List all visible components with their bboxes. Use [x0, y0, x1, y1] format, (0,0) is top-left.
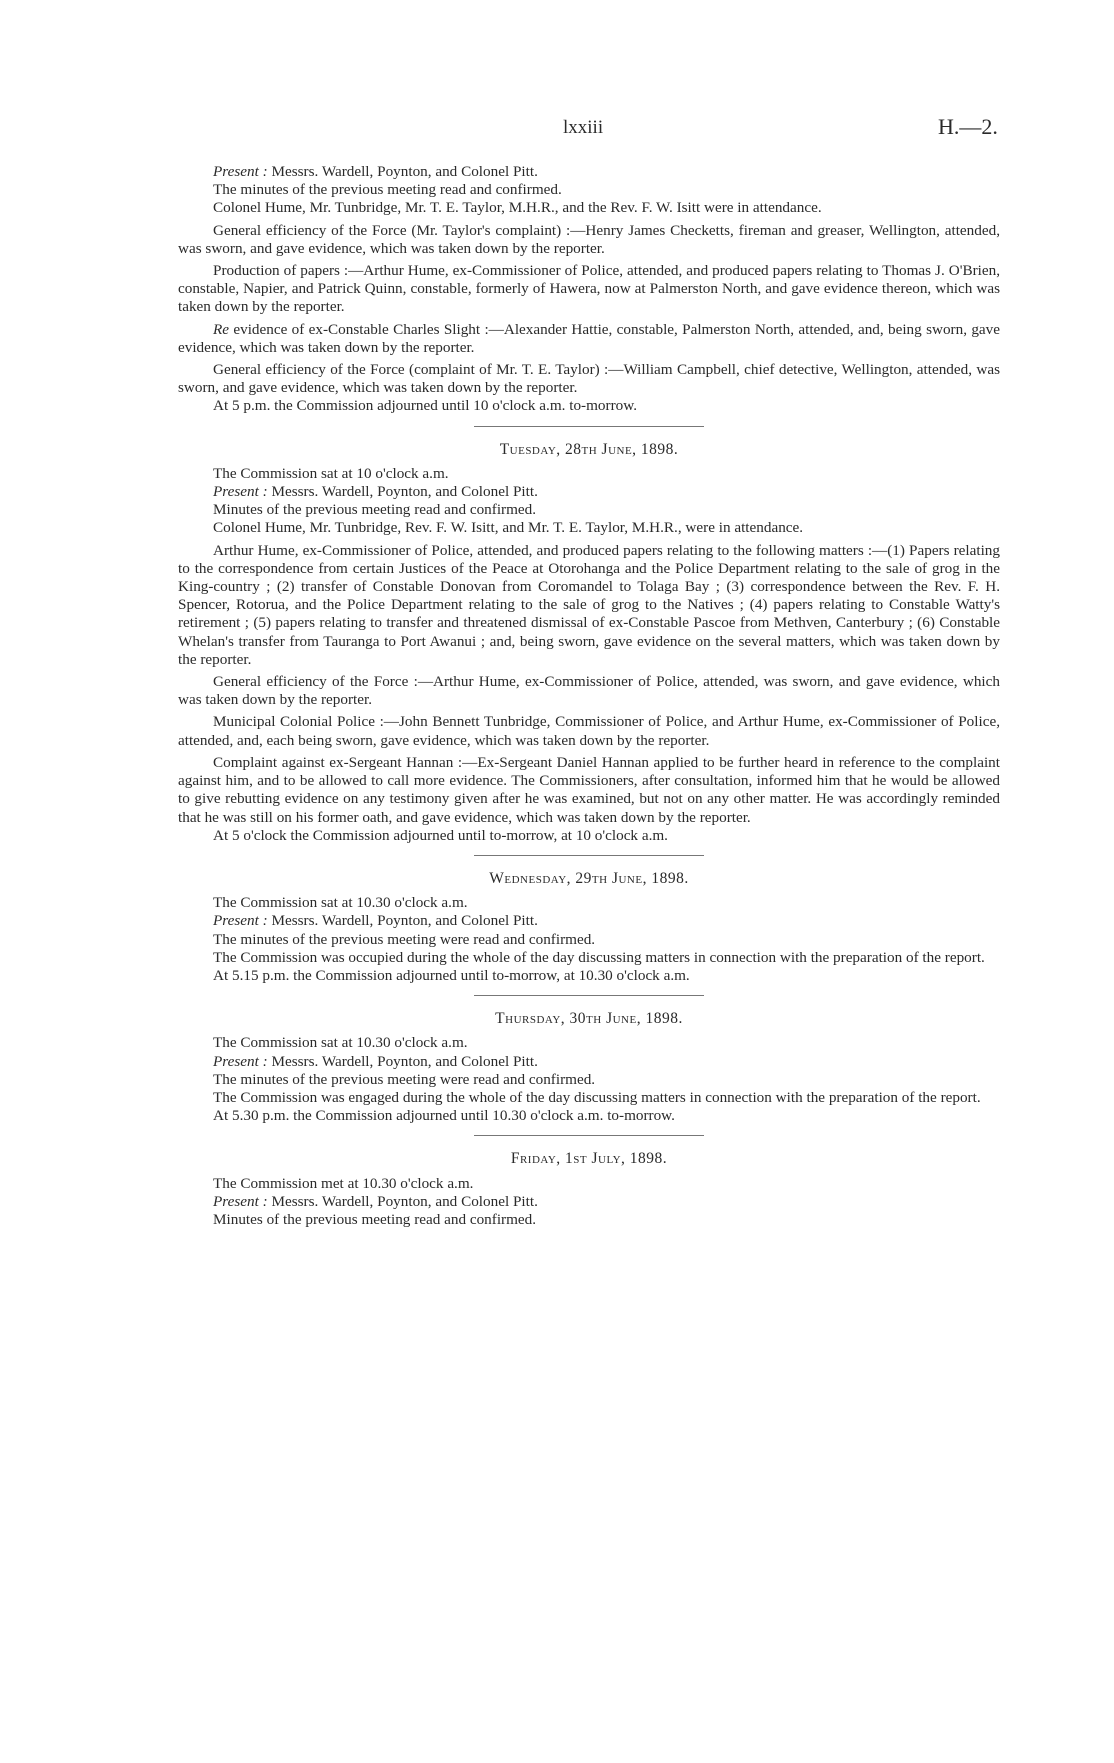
adjourn-paragraph: At 5.15 p.m. the Commission adjourned until to-morrow, at 10.30 o'clock a.m. — [213, 966, 690, 984]
date-heading-tuesday: Tuesday, 28th June, 1898. — [499, 440, 679, 458]
present-paragraph — [178, 483, 1000, 501]
present-members: Messrs. Wardell, Poynton, and Colonel Pitt. — [271, 163, 538, 180]
adjourn-paragraph: At 5 p.m. the Commission adjourned until 10 o'clock a.m. to-morrow. — [213, 397, 637, 415]
present-paragraph — [178, 912, 1000, 930]
minutes-paragraph: Minutes of the previous meeting read and confirmed. — [213, 1210, 537, 1228]
present-paragraph — [178, 1053, 1000, 1071]
present-members: Messrs. Wardell, Poynton, and Colonel Pitt. — [271, 483, 538, 501]
present-paragraph — [178, 163, 1000, 181]
present-label: Present : — [213, 163, 268, 180]
met-paragraph: The Commission met at 10.30 o'clock a.m. — [213, 1174, 474, 1192]
sat-paragraph: The Commission sat at 10.30 o'clock a.m. — [213, 894, 468, 912]
date-heading-friday: Friday, 1st July, 1898. — [510, 1150, 668, 1168]
papers-paragraph: Production of papers :—Arthur Hume, ex-Commissioner of Police, attended, and produced papers relating to Thomas J. O'Brien, constable, Napier, and Patrick Quinn, constable, formerly of Hawera, now at Palmerston North, and gave evidence thereon, which was taken down by the reporter. — [178, 262, 1000, 316]
present-members: Messrs. Wardell, Poynton, and Colonel Pitt. — [271, 1052, 538, 1070]
sat-paragraph: The Commission sat at 10.30 o'clock a.m. — [213, 1034, 468, 1052]
present-paragraph — [178, 1193, 1000, 1211]
minutes-paragraph: The minutes of the previous meeting were read and confirmed. — [213, 930, 596, 948]
section-divider — [474, 426, 704, 427]
minutes-paragraph: The minutes of the previous meeting were read and confirmed. — [213, 1070, 596, 1088]
section-divider — [474, 995, 704, 996]
document-reference: H.—2. — [938, 114, 998, 139]
re-label: Re — [213, 320, 230, 338]
campbell-paragraph: General efficiency of the Force (complaint of Mr. T. E. Taylor) :—William Campbell, chief detective, Wellington, attended, was sworn, and gave evidence, which was taken down by the reporter. — [178, 361, 1000, 397]
efficiency-paragraph: General efficiency of the Force :—Arthur Hume, ex-Commissioner of Police, attended, was sworn, and gave evidence, which was taken down by the reporter. — [178, 673, 1000, 709]
checketts-paragraph: General efficiency of the Force (Mr. Taylor's complaint) :—Henry James Checketts, fireman and greaser, Wellington, attended, was sworn, and gave evidence, which was taken down by the reporter. — [178, 221, 1000, 257]
section-divider — [474, 855, 704, 856]
sat-paragraph: The Commission sat at 10 o'clock a.m. — [213, 464, 449, 482]
present-label: Present : — [213, 1192, 268, 1210]
date-heading-thursday: Thursday, 30th June, 1898. — [495, 1010, 683, 1028]
hume-papers-paragraph: Arthur Hume, ex-Commissioner of Police, attended, and produced papers relating to the following matters :—(1) Papers relating to the correspondence from certain Justices of the Peace at Otorohanga and the Police Department relating to the sale of grog in the King-country ; (2) transfer of Constable Donovan from Coromandel to Tolaga Bay ; (3) correspondence between the Rev. F. H. Spencer, Rotorua, and the Police Department relating to the sale of grog to the Natives ; (4) papers relating to Constable Watty's retirement ; (5) papers relating to transfer and threatened dismissal of ex-Constable Pascoe from Methven, Canterbury ; (6) Constable Whelan's transfer from Tauranga to Port Awanui ; and, being sworn, gave evidence on the several matters, which was taken down by the reporter. — [178, 541, 1000, 668]
present-label: Present : — [213, 483, 268, 501]
date-heading-wednesday: Wednesday, 29th June, 1898. — [489, 869, 689, 887]
present-label: Present : — [213, 912, 268, 930]
attendance-paragraph: Colonel Hume, Mr. Tunbridge, Mr. T. E. Taylor, M.H.R., and the Rev. F. W. Isitt were in attendance. — [213, 199, 822, 217]
section-divider — [474, 1135, 704, 1136]
attendance-paragraph: Colonel Hume, Mr. Tunbridge, Rev. F. W. Isitt, and Mr. T. E. Taylor, M.H.R., were in attendance. — [213, 519, 804, 537]
present-label: Present : — [213, 1052, 268, 1070]
slight-text: evidence of ex-Constable Charles Slight :—Alexander Hattie, constable, Palmerston North, attended, and, being sworn, gave evidence, which was taken down by the reporter. — [178, 320, 1000, 356]
adjourn-paragraph: At 5 o'clock the Commission adjourned until to-morrow, at 10 o'clock a.m. — [213, 826, 668, 844]
present-members: Messrs. Wardell, Poynton, and Colonel Pitt. — [271, 912, 538, 930]
page-number: lxxiii — [563, 117, 604, 138]
minutes-paragraph: The minutes of the previous meeting read and confirmed. — [213, 181, 562, 199]
hannan-paragraph: Complaint against ex-Sergeant Hannan :—Ex-Sergeant Daniel Hannan applied to be further heard in reference to the complaint against him, and to be allowed to call more evidence. The Commissioners, after consultation, informed him that he would be allowed to give rebutting evidence on any testimony given after he was examined, but not on any other matter. He was accordingly reminded that he was still on his former oath, and gave evidence, which was taken down by the reporter. — [178, 753, 1000, 826]
minutes-body — [178, 163, 1000, 1229]
municipal-paragraph: Municipal Colonial Police :—John Bennett Tunbridge, Commissioner of Police, and Arthur Hume, ex-Commissioner of Police, attended, and, each being sworn, gave evidence, which was taken down by the reporter. — [178, 713, 1000, 749]
minutes-paragraph: Minutes of the previous meeting read and confirmed. — [213, 501, 537, 519]
slight-paragraph — [178, 321, 1000, 357]
present-members: Messrs. Wardell, Poynton, and Colonel Pitt. — [271, 1192, 538, 1210]
engaged-paragraph: The Commission was engaged during the whole of the day discussing matters in connection with the preparation of the report. — [213, 1088, 981, 1106]
adjourn-paragraph: At 5.30 p.m. the Commission adjourned until 10.30 o'clock a.m. to-morrow. — [213, 1107, 675, 1125]
occupied-paragraph: The Commission was occupied during the whole of the day discussing matters in connection with the preparation of the report. — [213, 948, 985, 966]
